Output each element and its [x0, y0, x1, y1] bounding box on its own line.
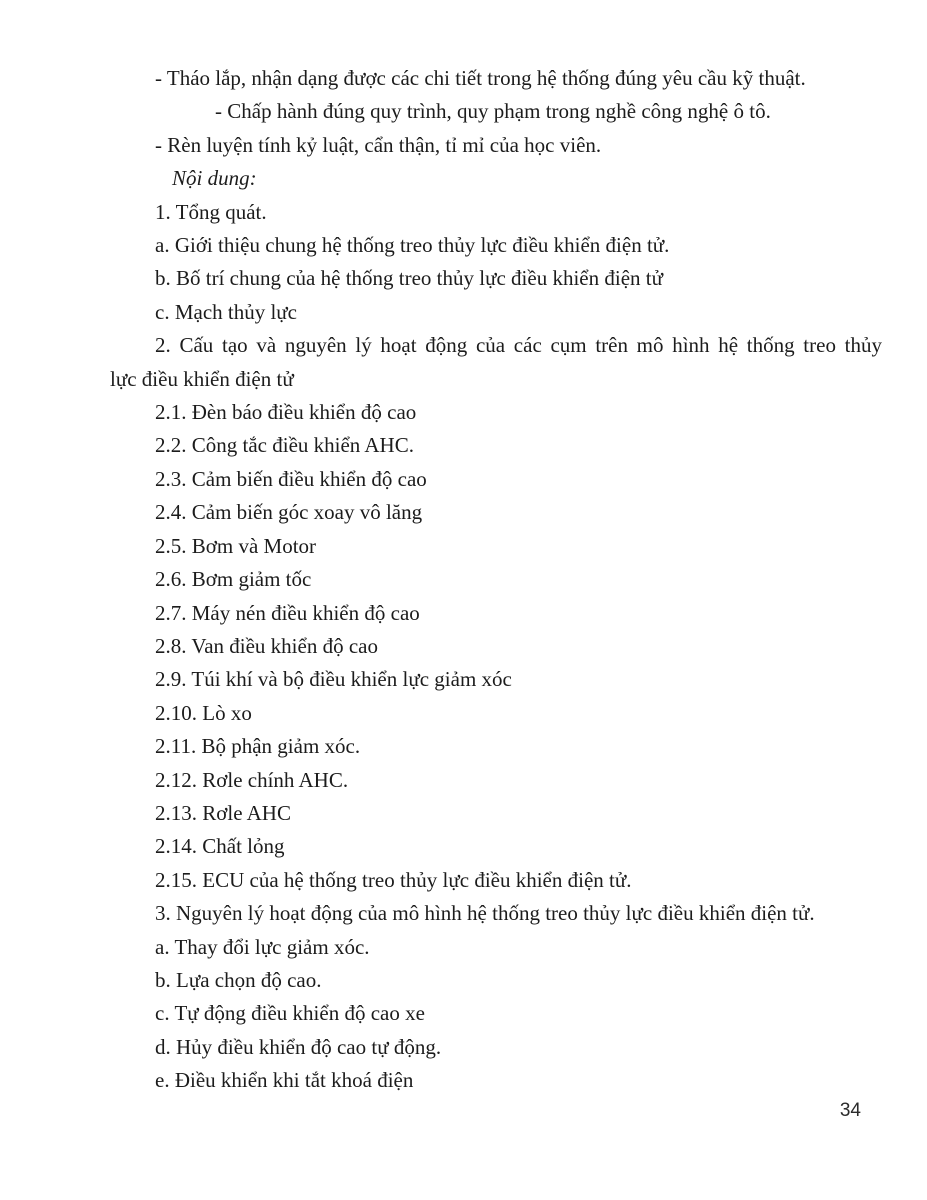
- objective-line: - Rèn luyện tính kỷ luật, cẩn thận, tỉ mỉ của học viên.: [155, 132, 602, 157]
- doc-line: b. Lựa chọn độ cao.: [155, 967, 322, 992]
- doc-line: 2.13. Rơle AHC: [155, 800, 291, 825]
- doc-line: 2.14. Chất lỏng: [155, 834, 285, 859]
- section-2-heading-cont: lực điều khiển điện tử: [110, 366, 294, 391]
- doc-line: 2.9. Túi khí và bộ điều khiển lực giảm xóc: [155, 667, 512, 692]
- doc-line: a. Thay đổi lực giảm xóc.: [155, 934, 370, 959]
- doc-line: c. Tự động điều khiển độ cao xe: [155, 1001, 425, 1026]
- objective-line: - Tháo lắp, nhận dạng được các chi tiết trong hệ thống đúng yêu cầu kỹ thuật.: [155, 66, 806, 90]
- doc-line: 2.2. Công tắc điều khiển AHC.: [155, 433, 414, 458]
- noi-dung-label: Nội dung:: [172, 166, 257, 191]
- doc-line: 2.4. Cảm biến góc xoay vô lăng: [155, 500, 423, 525]
- doc-line: 2.6. Bơm giảm tốc: [155, 567, 312, 592]
- doc-line: c. Mạch thủy lực: [155, 299, 298, 324]
- objective-line: - Chấp hành đúng quy trình, quy phạm trong nghề công nghệ ô tô.: [215, 99, 771, 124]
- doc-line: e. Điều khiển khi tắt khoá điện: [155, 1068, 414, 1093]
- doc-line: b. Bố trí chung của hệ thống treo thủy lực điều khiển điện tử: [155, 266, 663, 291]
- doc-line: 2.15. ECU của hệ thống treo thủy lực điều khiển điện tử.: [155, 867, 632, 892]
- doc-line: a. Giới thiệu chung hệ thống treo thủy lực điều khiển điện tử.: [155, 233, 670, 258]
- page-number: 34: [839, 1100, 861, 1121]
- doc-line: 2.5. Bơm và Motor: [155, 533, 317, 558]
- doc-line: d. Hủy điều khiển độ cao tự động.: [155, 1034, 442, 1059]
- document-body: [110, 62, 882, 1098]
- doc-line: 2.10. Lò xo: [155, 700, 252, 725]
- doc-line: 2.8. Van điều khiển độ cao: [155, 633, 378, 658]
- section-3-heading: 3. Nguyên lý hoạt động của mô hình hệ thống treo thủy lực điều khiển điện tử.: [155, 901, 815, 926]
- doc-line: 2.12. Rơle chính AHC.: [155, 767, 349, 792]
- doc-line: 2.3. Cảm biến điều khiển độ cao: [155, 466, 427, 491]
- doc-line: 2.1. Đèn báo điều khiển độ cao: [155, 400, 417, 425]
- doc-line: 2.11. Bộ phận giảm xóc.: [155, 734, 361, 759]
- section-2-heading: 2. Cấu tạo và nguyên lý hoạt động của các cụm trên mô hình hệ thống treo thủy: [155, 333, 882, 358]
- doc-line: 2.7. Máy nén điều khiển độ cao: [155, 600, 420, 625]
- section-1-heading: 1. Tổng quát.: [155, 199, 267, 224]
